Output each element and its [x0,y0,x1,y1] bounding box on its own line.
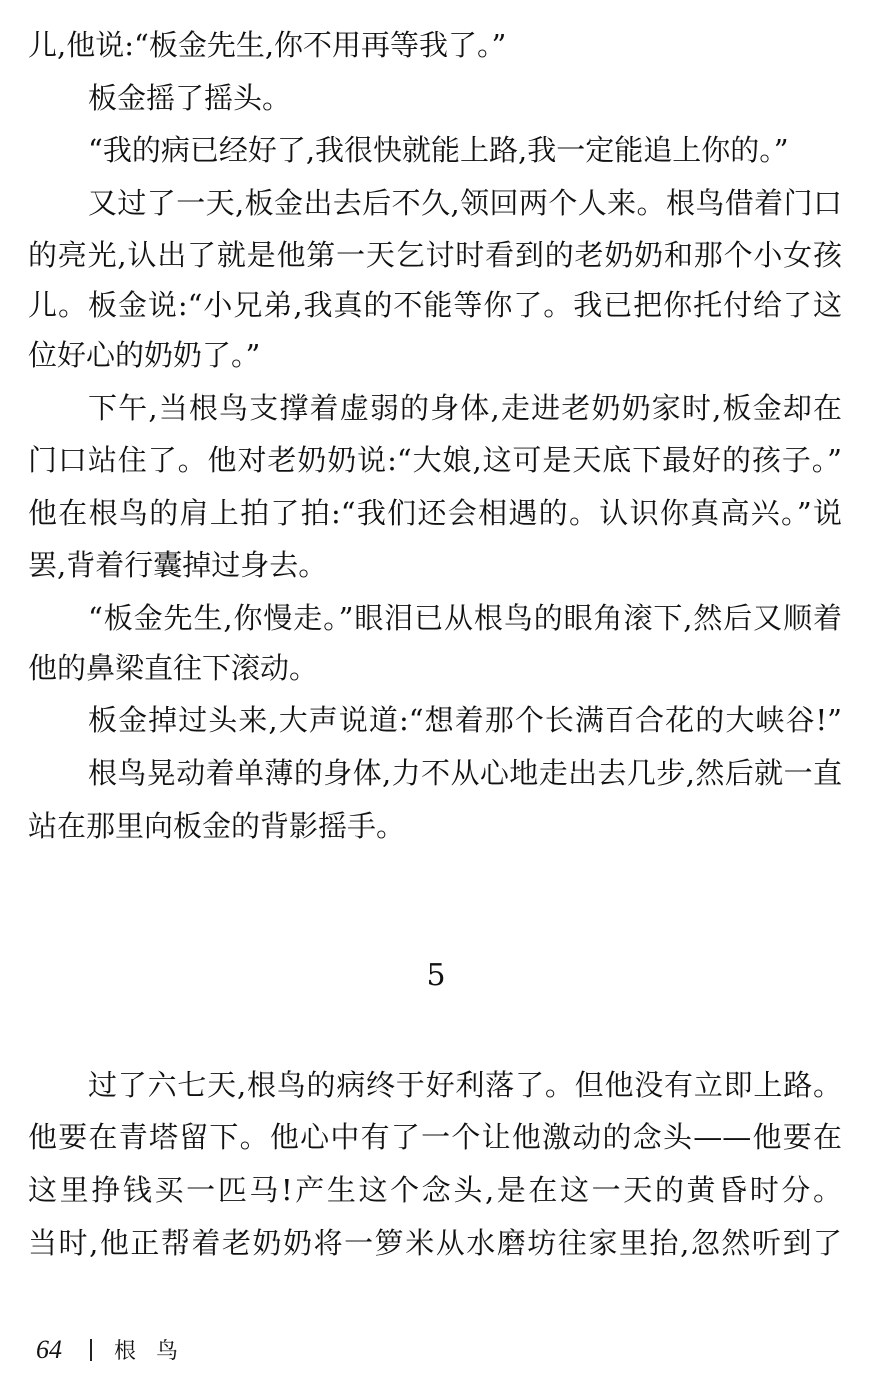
text-line: 门口站住了。他对老奶奶说:“大娘,这可是天底下最好的孩子。” [28,443,842,477]
book-title: 根鸟 [114,1339,199,1364]
footer-divider [90,1339,92,1361]
page-number: 64 [36,1334,62,1364]
text-line: 板金摇了摇头。 [88,81,292,115]
text-line: 又过了一天,板金出去后不久,领回两个人来。根鸟借着门口 [88,186,842,220]
text-line: 站在那里向板金的背影摇手。 [28,809,406,843]
text-line: 他要在青塔留下。他心中有了一个让他激动的念头——他要在 [28,1120,842,1154]
text-line: 这里挣钱买一匹马!产生这个念头,是在这一天的黄昏时分。 [28,1173,842,1207]
text-line: “我的病已经好了,我很快就能上路,我一定能追上你的。” [88,133,789,167]
text-line: 当时,他正帮着老奶奶将一箩米从水磨坊往家里抬,忽然听到了 [28,1226,842,1260]
text-line: 儿。板金说:“小兄弟,我真的不能等你了。我已把你托付给了这 [28,288,842,322]
page-footer [36,1334,198,1365]
text-line: “板金先生,你慢走。”眼泪已从根鸟的眼角滚下,然后又顺着 [88,601,842,635]
text-line: 他的鼻梁直往下滚动。 [28,651,319,685]
text-line: 位好心的奶奶了。” [28,338,261,372]
text-line: 的亮光,认出了就是他第一天乞讨时看到的老奶奶和那个小女孩 [28,238,842,272]
text-line: 板金掉过头来,大声说道:“想着那个长满百合花的大峡谷!” [88,703,842,737]
text-line: 过了六七天,根鸟的病终于好利落了。但他没有立即上路。 [88,1068,842,1102]
text-line: 他在根鸟的肩上拍了拍:“我们还会相遇的。认识你真高兴。”说 [28,496,842,530]
text-line: 儿,他说:“板金先生,你不用再等我了。” [28,28,507,62]
text-line: 罢,背着行囊掉过身去。 [28,548,328,582]
text-line: 根鸟晃动着单薄的身体,力不从心地走出去几步,然后就一直 [88,756,842,790]
section-heading: 5 [426,958,446,993]
text-line: 下午,当根鸟支撑着虚弱的身体,走进老奶奶家时,板金却在 [88,391,842,425]
